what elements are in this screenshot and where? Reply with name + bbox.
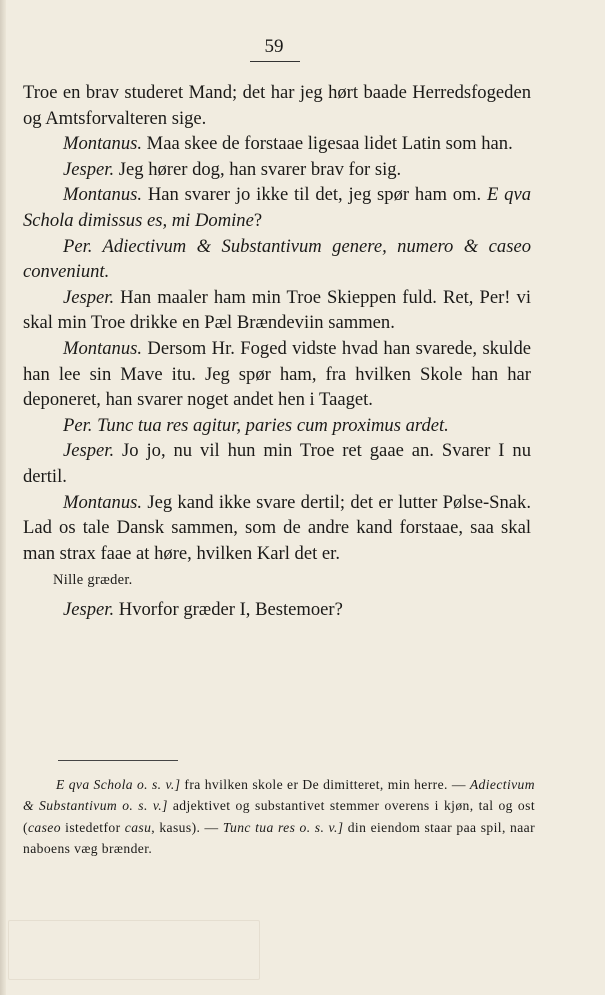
line-7-text: Dersom Hr. Foged vidste hvad han svarede, skulde han lee sin Mave itu. Jeg spør ham, fra hvilken Skole han har deponeret, han svarer noget andet hen i Taaget. <box>23 337 531 411</box>
line-2-text: Maa skee de forstaae ligesaa lidet Latin som han. <box>142 133 513 155</box>
note-2-caseo: caseo <box>27 819 61 835</box>
note-2-casu: casu <box>124 819 152 835</box>
line-5 <box>23 234 531 285</box>
line-9-text: Jo jo, nu vil hun min Troe ret gaae an. Svarer I nu dertil. <box>23 440 531 487</box>
line-4 <box>23 182 531 233</box>
speaker-jesper: Jesper. <box>63 286 115 308</box>
note-2-text-c: , kasus). — <box>151 819 223 835</box>
line-10-text: Jeg kand ikke svare dertil; det er lutter Pølse-Snak. Lad os tale Dansk sammen, som de andre kand forstaae, saa skal man strax faae at høre, hvilken Karl det er. <box>23 491 531 564</box>
note-1-text: fra hvilken skole er De dimitteret, min herre. — <box>180 777 470 792</box>
note-3-ref: Tunc tua res o. s. v.] <box>222 819 344 835</box>
line-8 <box>23 413 531 439</box>
line-3-text: Jeg hører dog, han svarer brav for sig. <box>114 158 402 180</box>
note-2-ref: Adiectivum & Substantivum o. s. v.] <box>23 777 535 814</box>
speaker-per: Per. <box>63 414 93 436</box>
binding-edge <box>0 0 6 995</box>
footnote-block <box>23 774 535 859</box>
line-2 <box>23 131 531 157</box>
line-4-text: Han svarer jo ikke til det, jeg spør ham om. <box>142 184 487 206</box>
footnote-rule <box>58 760 178 761</box>
note-3-text: din eiendom staar paa spil, naar naboens væg brænder. <box>23 819 535 856</box>
speaker-montanus: Montanus. <box>63 133 143 155</box>
speaker-montanus: Montanus. <box>63 491 143 513</box>
page-smudge <box>8 920 260 980</box>
line-11 <box>23 597 531 623</box>
line-4-latin: E qva Schola dimissus es, mi Domine <box>23 184 531 231</box>
main-text <box>23 80 531 622</box>
line-10 <box>23 490 531 567</box>
line-5-latin: Adiectivum & Substantivum genere, numero & caseo conveniunt. <box>23 235 531 283</box>
line-1 <box>23 80 531 131</box>
page-number: 59 <box>264 36 284 57</box>
speaker-montanus: Montanus. <box>63 184 143 206</box>
note-2-text: adjektivet og substantivet stemmer overens i kjøn, tal og ost ( <box>23 798 535 835</box>
line-11-text: Hvorfor græder I, Bestemoer? <box>114 598 343 620</box>
speaker-jesper: Jesper. <box>63 158 115 180</box>
note-1-ref: E qva Schola o. s. v.] <box>56 777 181 792</box>
line-1-text: Troe en brav studeret Mand; det har jeg hørt baade Herredsfogeden og Amtsforvalteren sige. <box>23 82 531 129</box>
line-7 <box>23 336 531 413</box>
footnotes <box>23 774 535 859</box>
line-4-end: ? <box>253 209 263 231</box>
line-9 <box>23 438 531 489</box>
line-3 <box>23 157 531 183</box>
line-6 <box>23 285 531 336</box>
stage-direction: Nille græder. <box>53 572 133 589</box>
line-6-text: Han maaler ham min Troe Skieppen fuld. Ret, Per! vi skal min Troe drikke en Pæl Brændeviin sammen. <box>23 286 531 334</box>
speaker-jesper: Jesper. <box>63 598 115 620</box>
page-number-rule <box>250 61 300 62</box>
line-8-latin: Tunc tua res agitur, paries cum proximus ardet. <box>92 414 449 436</box>
speaker-jesper: Jesper. <box>63 440 115 462</box>
speaker-per: Per. <box>63 235 93 257</box>
speaker-montanus: Montanus. <box>63 337 143 359</box>
note-2-text-b: istedetfor <box>60 819 125 835</box>
